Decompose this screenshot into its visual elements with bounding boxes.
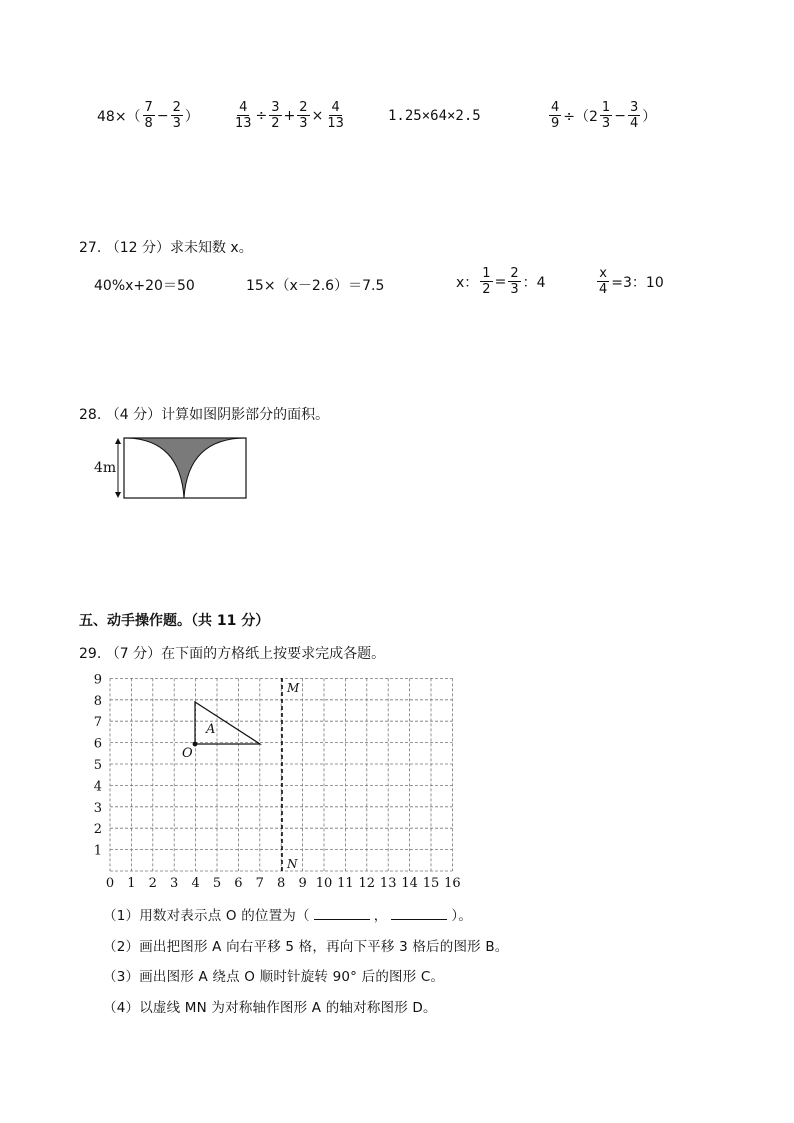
shaded-area-figure — [112, 434, 252, 502]
numerator: 1 — [601, 100, 611, 115]
plus-sign: + — [283, 107, 296, 124]
fraction — [269, 100, 281, 131]
shaded-region — [124, 438, 246, 498]
x-tick-label: 9 — [298, 876, 307, 891]
y-tick-label: 9 — [93, 672, 102, 688]
y-tick-label: 8 — [93, 693, 102, 709]
numerator: 3 — [629, 100, 639, 115]
sub1-comma: ， — [373, 908, 388, 924]
label-o: O — [182, 746, 193, 761]
x-tick-label: 10 — [315, 876, 333, 891]
denominator: 4 — [599, 282, 608, 297]
q27-eq-2: 15×（x－2.6）＝7.5 — [246, 278, 385, 294]
answer-blank-y[interactable] — [391, 905, 447, 920]
denominator: 3 — [510, 282, 519, 297]
expr1-lead: 48×（ — [97, 108, 141, 125]
denominator: 3 — [601, 116, 611, 131]
numerator: 3 — [271, 100, 280, 115]
fraction — [597, 266, 609, 297]
fraction — [297, 100, 309, 131]
point-o — [193, 742, 198, 747]
q26-expr-1 — [96, 100, 200, 131]
y-tick-label: 3 — [93, 800, 102, 816]
dimension-label: 4m — [94, 460, 117, 476]
y-tick-label: 4 — [93, 779, 102, 795]
x-tick-label: 2 — [148, 876, 157, 891]
denominator: 9 — [551, 116, 560, 131]
q27-eq-3 — [455, 266, 547, 297]
q29-title: 29. （7 分）在下面的方格纸上按要求完成各题。 — [79, 646, 386, 662]
sub1-suffix: ）。 — [451, 908, 473, 924]
arrow-down-icon — [115, 492, 121, 498]
q26-expr-2 — [232, 100, 347, 131]
x-tick-label: 4 — [191, 876, 200, 891]
divide-sign: ÷ — [255, 107, 268, 124]
numerator: 2 — [172, 100, 181, 115]
x-tick-label: 8 — [277, 876, 286, 891]
q29-sub-1 — [103, 904, 472, 924]
x-tick-label: 5 — [212, 876, 222, 891]
y-tick-label: 5 — [93, 758, 102, 773]
ratio-tail: =3：10 — [611, 274, 664, 291]
numerator: 4 — [239, 100, 248, 115]
x-tick-label: 13 — [379, 876, 397, 891]
grid-figure — [90, 668, 470, 893]
ratio-lead: x： — [456, 274, 479, 291]
denominator: 13 — [327, 116, 344, 131]
fraction — [480, 266, 492, 297]
equals-sign: = — [494, 273, 507, 290]
arrow-up-icon — [115, 438, 121, 444]
numerator: 1 — [482, 266, 491, 281]
ratio-tail: ：4 — [522, 274, 546, 291]
x-tick-label: 12 — [358, 876, 376, 891]
numerator: 4 — [551, 100, 560, 115]
q27-eq-1: 40%x+20＝50 — [94, 278, 195, 294]
minus-sign: − — [614, 107, 626, 124]
numerator: 2 — [510, 266, 519, 281]
label-m: M — [287, 681, 300, 695]
numerator: x — [599, 266, 607, 281]
close-paren: ） — [642, 108, 657, 125]
q29-sub-2: （2）画出把图形 A 向右平移 5 格，再向下平移 3 格后的图形 B。 — [103, 939, 509, 955]
denominator: 3 — [299, 116, 308, 131]
q27-title: 27. （12 分）求未知数 x。 — [79, 240, 253, 256]
times-sign: × — [311, 107, 324, 124]
x-tick-label: 11 — [337, 876, 354, 891]
divide-paren: ÷（2 — [563, 108, 598, 125]
x-tick-label: 0 — [105, 876, 115, 891]
label-n: N — [287, 857, 298, 871]
fraction — [628, 100, 640, 131]
q29-sub-4: （4）以虚线 MN 为对称轴作图形 A 的轴对称图形 D。 — [103, 1000, 437, 1016]
denominator: 8 — [144, 116, 153, 131]
y-tick-label: 6 — [93, 736, 102, 752]
minus-sign: − — [156, 107, 169, 124]
x-tick-label: 15 — [422, 876, 440, 891]
denominator: 3 — [172, 116, 181, 131]
denominator: 13 — [235, 116, 252, 131]
y-tick-label: 7 — [93, 715, 102, 731]
q26-expr-4 — [548, 100, 657, 131]
fraction — [143, 100, 155, 131]
numerator: 4 — [331, 100, 340, 115]
triangle-a — [195, 702, 260, 744]
denominator: 4 — [629, 116, 639, 131]
x-tick-label: 7 — [255, 876, 264, 891]
q29-sub-3: （3）画出图形 A 绕点 O 顺时针旋转 90° 后的图形 C。 — [103, 969, 445, 985]
x-tick-label: 1 — [127, 876, 136, 891]
close-paren: ） — [184, 108, 199, 125]
denominator: 2 — [482, 282, 491, 297]
y-tick-label: 1 — [93, 843, 102, 859]
numerator: 2 — [299, 100, 308, 115]
q28-title: 28. （4 分）计算如图阴影部分的面积。 — [79, 407, 330, 423]
fraction — [171, 100, 183, 131]
x-tick-label: 16 — [444, 876, 461, 891]
x-tick-label: 6 — [234, 876, 243, 891]
fraction — [233, 100, 254, 131]
y-tick-label: 2 — [93, 822, 102, 838]
answer-blank-x[interactable] — [314, 905, 370, 920]
denominator: 2 — [271, 116, 280, 131]
x-tick-label: 3 — [170, 876, 179, 891]
section-5-title: 五、动手操作题。（共 11 分） — [79, 613, 270, 629]
sub1-prefix: （1）用数对表示点 O 的位置为（ — [103, 908, 310, 924]
fraction — [549, 100, 561, 131]
q27-eq-4 — [596, 266, 665, 297]
fraction — [325, 100, 346, 131]
x-tick-label: 14 — [401, 876, 418, 891]
fraction — [600, 100, 612, 131]
q26-expr-3: 1.25×64×2.5 — [388, 108, 481, 124]
label-a: A — [206, 722, 216, 737]
numerator: 7 — [144, 100, 153, 115]
fraction — [508, 266, 520, 297]
